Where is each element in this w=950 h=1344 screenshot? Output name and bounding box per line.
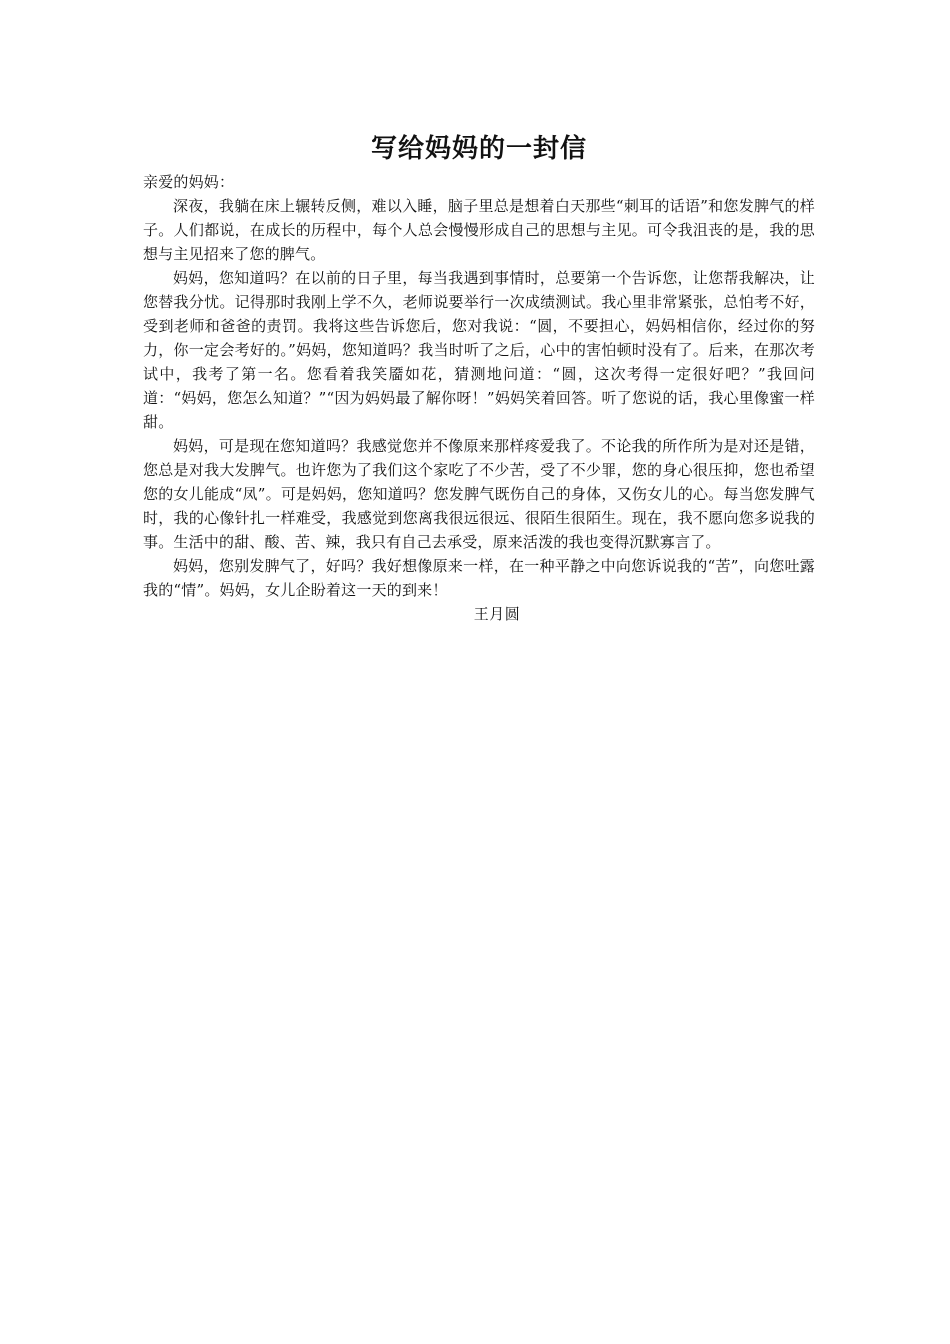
letter-body [143,128,815,626]
paragraph-2: 妈妈，您知道吗？在以前的日子里，每当我遇到事情时，总要第一个告诉您，让您帮我解决，让您替我分忧。记得那时我刚上学不久，老师说要举行一次成绩测试。我心里非常紧张，总怕考不好，受到老师和爸爸的责罚。我将这些告诉您后，您对我说：“圆，不要担心，妈妈相信你，经过你的努力，你一定会考好的。”妈妈，您知道吗？我当时听了之后，心中的害怕顿时没有了。后来，在那次考试中，我考了第一名。您看着我笑靥如花，猜测地问道：“圆，这次考得一定很好吧？”我回问道：“妈妈，您怎么知道？”“因为妈妈最了解你呀！”妈妈笑着回答。听了您说的话，我心里像蜜一样甜。 [143,269,815,431]
paragraph-4: 妈妈，您别发脾气了，好吗？我好想像原来一样，在一种平静之中向您诉说我的“苦”，向您吐露我的“情”。妈妈，女儿企盼着这一天的到来！ [143,557,815,599]
signature: 王月圆 [473,605,521,623]
document-title: 写给妈妈的一封信 [370,134,587,164]
paragraph-1: 深夜，我躺在床上辗转反侧，难以入睡，脑子里总是想着白天那些“刺耳的话语”和您发脾气的样子。人们都说，在成长的历程中，每个人总会慢慢形成自己的思想与主见。可令我沮丧的是，我的思想与主见招来了您的脾气。 [143,197,815,263]
paragraph-3: 妈妈，可是现在您知道吗？我感觉您并不像原来那样疼爱我了。不论我的所作所为是对还是错，您总是对我大发脾气。也许您为了我们这个家吃了不少苦，受了不少罪，您的身心很压抑，您也希望您的女儿能成“凤”。可是妈妈，您知道吗？您发脾气既伤自己的身体，又伤女儿的心。每当您发脾气时，我的心像针扎一样难受，我感觉到您离我很远很远、很陌生很陌生。现在，我不愿向您多说我的事。生活中的甜、酸、苦、辣，我只有自己去承受，原来活泼的我也变得沉默寡言了。 [143,437,815,551]
salutation: 亲爱的妈妈： [143,173,235,191]
